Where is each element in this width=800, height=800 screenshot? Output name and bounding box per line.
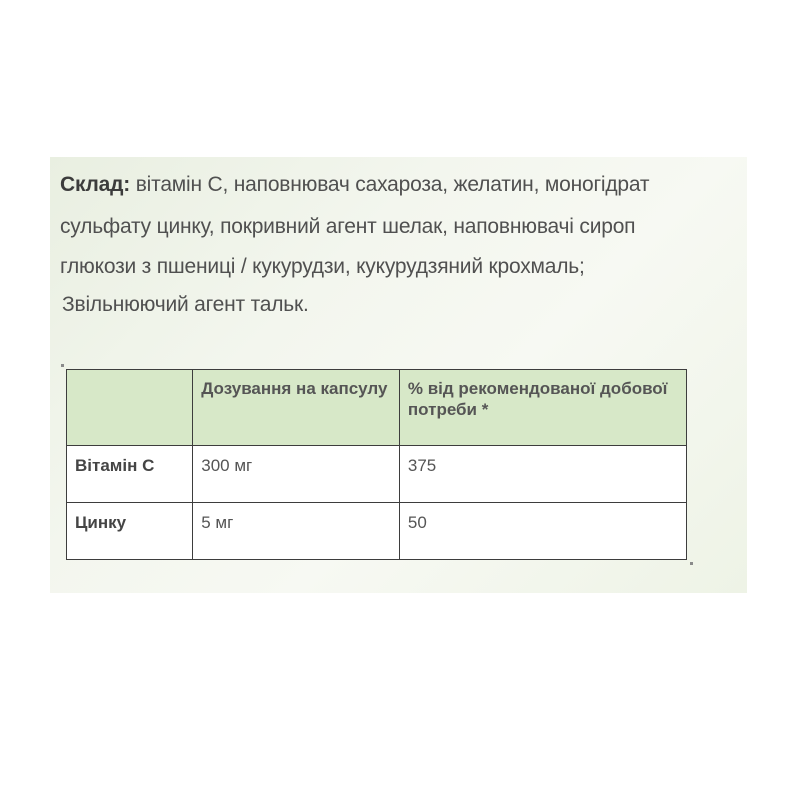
- table-corner-marker-bottom: [690, 562, 693, 565]
- table-header-row: [67, 370, 687, 446]
- composition-line-4: Звільнюючий агент тальк.: [62, 293, 309, 316]
- table-row-name: Вітамін С: [67, 446, 193, 503]
- table-cell-percent: 375: [399, 446, 686, 503]
- table-row-name: Цинку: [67, 503, 193, 560]
- composition-label: Склад:: [60, 173, 131, 196]
- table-header-percent: % від рекомендованої добової потреби *: [399, 370, 686, 446]
- composition-line-1: [60, 173, 649, 197]
- table-header-empty: [67, 370, 193, 446]
- table-row: [67, 446, 687, 503]
- composition-line-3: глюкози з пшениці / кукурудзи, кукурудзяний крохмаль;: [60, 255, 585, 278]
- table-cell-percent: 50: [399, 503, 686, 560]
- table-corner-marker: [61, 364, 64, 367]
- table-row: [67, 503, 687, 560]
- composition-line-1-text: вітамін С, наповнювач сахароза, желатин, моногідрат: [130, 173, 650, 196]
- table-cell-dose: 300 мг: [193, 446, 400, 503]
- composition-line-2: сульфату цинку, покривний агент шелак, наповнювачі сироп: [60, 215, 636, 238]
- table-cell-dose: 5 мг: [193, 503, 400, 560]
- nutrition-table: [66, 369, 687, 560]
- table-header-dose: Дозування на капсулу: [193, 370, 400, 446]
